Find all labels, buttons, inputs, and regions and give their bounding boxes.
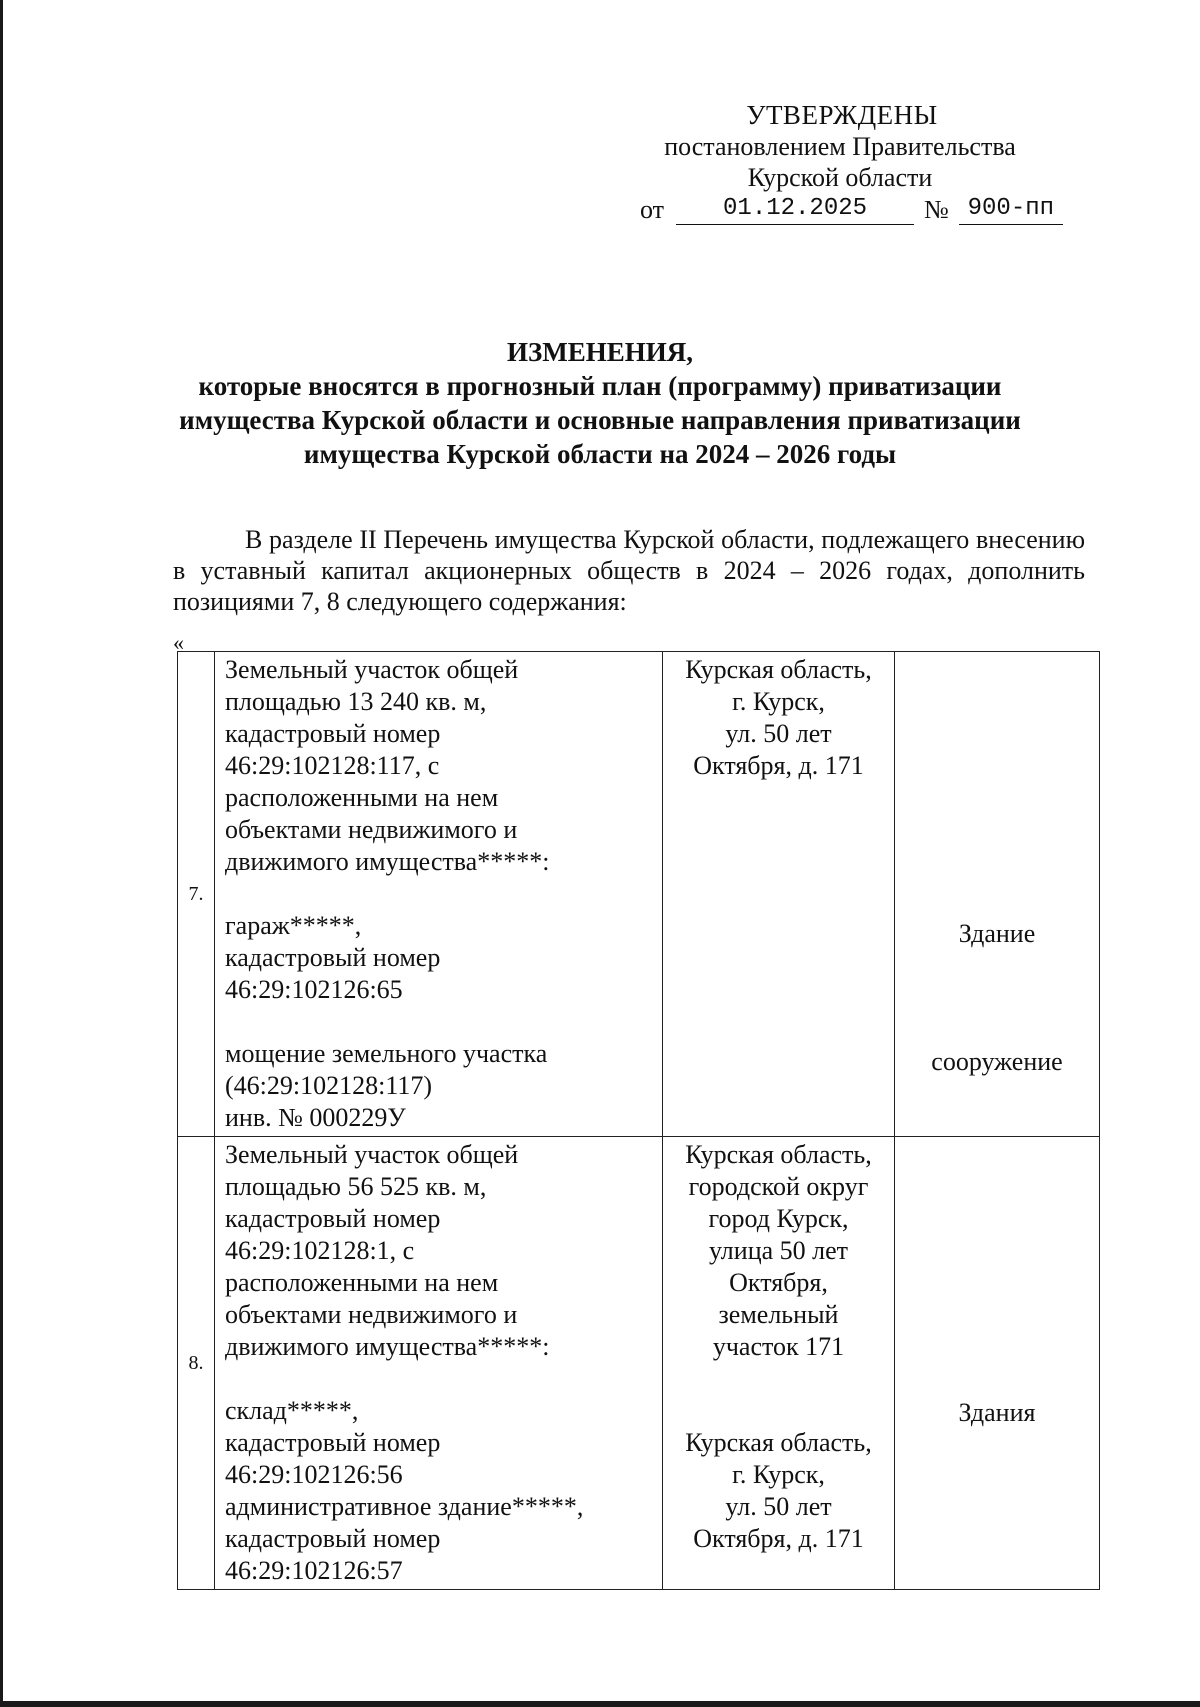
desc-line: движимого имущества*****: xyxy=(225,1332,550,1361)
row-type xyxy=(895,652,1100,1137)
desc-line: административное здание*****, xyxy=(225,1492,584,1521)
addr-line: городской округ xyxy=(688,1172,869,1201)
approval-line1: постановлением Правительства xyxy=(664,132,1016,161)
desc-line: объектами недвижимого и xyxy=(225,815,518,844)
intro-text: В разделе II Перечень имущества Курской области, подлежащего внесению в уставный капитал акционерных обществ в 2024 – 2026 годах, дополнить позициями 7, 8 следующего содержания: xyxy=(173,525,1085,616)
heading-line4: имущества Курской области на 2024 – 2026 годы xyxy=(303,439,897,469)
desc-line: кадастровый номер xyxy=(225,943,441,972)
property-table xyxy=(177,651,1100,1590)
type-label: Здания xyxy=(958,1398,1036,1427)
desc-line: кадастровый номер xyxy=(225,1524,441,1553)
desc-line: склад*****, xyxy=(225,1396,359,1425)
desc-line: кадастровый номер xyxy=(225,1204,441,1233)
desc-line: мощение земельного участка xyxy=(225,1039,548,1068)
addr-line: участок 171 xyxy=(712,1332,845,1361)
addr-line: ул. 50 лет xyxy=(725,1492,832,1521)
desc-line: 46:29:102128:117, с xyxy=(225,751,440,780)
type-label: сооружение xyxy=(931,1047,1063,1076)
desc-line: Земельный участок общей xyxy=(225,655,519,684)
desc-line: площадью 13 240 кв. м, xyxy=(225,687,487,716)
heading-line2: которые вносятся в прогнозный план (программу) приватизации xyxy=(198,371,1002,401)
addr-line: ул. 50 лет xyxy=(725,719,832,748)
approval-line2: Курской области xyxy=(747,163,933,192)
addr-line: Курская область, xyxy=(685,655,872,684)
from-label: от xyxy=(640,195,665,224)
row-number: 7. xyxy=(178,652,215,1137)
addr-line: г. Курск, xyxy=(732,1460,825,1489)
desc-line: кадастровый номер xyxy=(225,719,441,748)
desc-line: объектами недвижимого и xyxy=(225,1300,518,1329)
approval-number: 900-пп xyxy=(959,193,1063,225)
document-heading xyxy=(150,335,1050,471)
desc-line: площадью 56 525 кв. м, xyxy=(225,1172,487,1201)
desc-line: движимого имущества*****: xyxy=(225,847,550,876)
addr-line: Курская область, xyxy=(685,1428,872,1457)
addr-line: г. Курск, xyxy=(732,687,825,716)
desc-line: расположенными на нем xyxy=(225,783,499,812)
heading-line1: ИЗМЕНЕНИЯ, xyxy=(506,337,693,367)
desc-line: 46:29:102126:65 xyxy=(225,975,403,1004)
scan-left-edge xyxy=(0,0,3,1707)
addr-line: Курская область, xyxy=(685,1140,872,1169)
desc-line: расположенными на нем xyxy=(225,1268,499,1297)
type-label: Здание xyxy=(958,919,1036,948)
scan-bottom-edge xyxy=(0,1701,1200,1707)
desc-line: кадастровый номер xyxy=(225,1428,441,1457)
row-description xyxy=(215,652,663,1137)
table-row xyxy=(178,1137,1100,1590)
approval-date-line xyxy=(640,193,1100,225)
addr-line: Октября, xyxy=(729,1268,828,1297)
approval-date: 01.12.2025 xyxy=(676,193,914,225)
addr-line: город Курск, xyxy=(708,1204,849,1233)
heading-line3: имущества Курской области и основные направления приватизации xyxy=(179,405,1021,435)
desc-line: гараж*****, xyxy=(225,911,362,940)
addr-line: земельный xyxy=(718,1300,839,1329)
open-quote: « xyxy=(173,630,184,655)
intro-paragraph xyxy=(173,524,1085,617)
approval-title: УТВЕРЖДЕНЫ xyxy=(746,100,938,130)
desc-line: инв. № 000229У xyxy=(225,1103,406,1132)
number-label: № xyxy=(924,195,949,224)
desc-line: Земельный участок общей xyxy=(225,1140,519,1169)
addr-line: улица 50 лет xyxy=(708,1236,849,1265)
desc-line: 46:29:102126:57 xyxy=(225,1556,403,1585)
desc-line: (46:29:102128:117) xyxy=(225,1071,433,1100)
row-type xyxy=(895,1137,1100,1590)
row-address xyxy=(663,652,895,1137)
row-description xyxy=(215,1137,663,1590)
table-row xyxy=(178,652,1100,1137)
addr-line: Октября, д. 171 xyxy=(693,1524,864,1553)
row-address xyxy=(663,1137,895,1590)
desc-line: 46:29:102128:1, с xyxy=(225,1236,415,1265)
row-number: 8. xyxy=(178,1137,215,1590)
addr-line: Октября, д. 171 xyxy=(693,751,864,780)
approval-block xyxy=(640,100,1100,225)
desc-line: 46:29:102126:56 xyxy=(225,1460,403,1489)
